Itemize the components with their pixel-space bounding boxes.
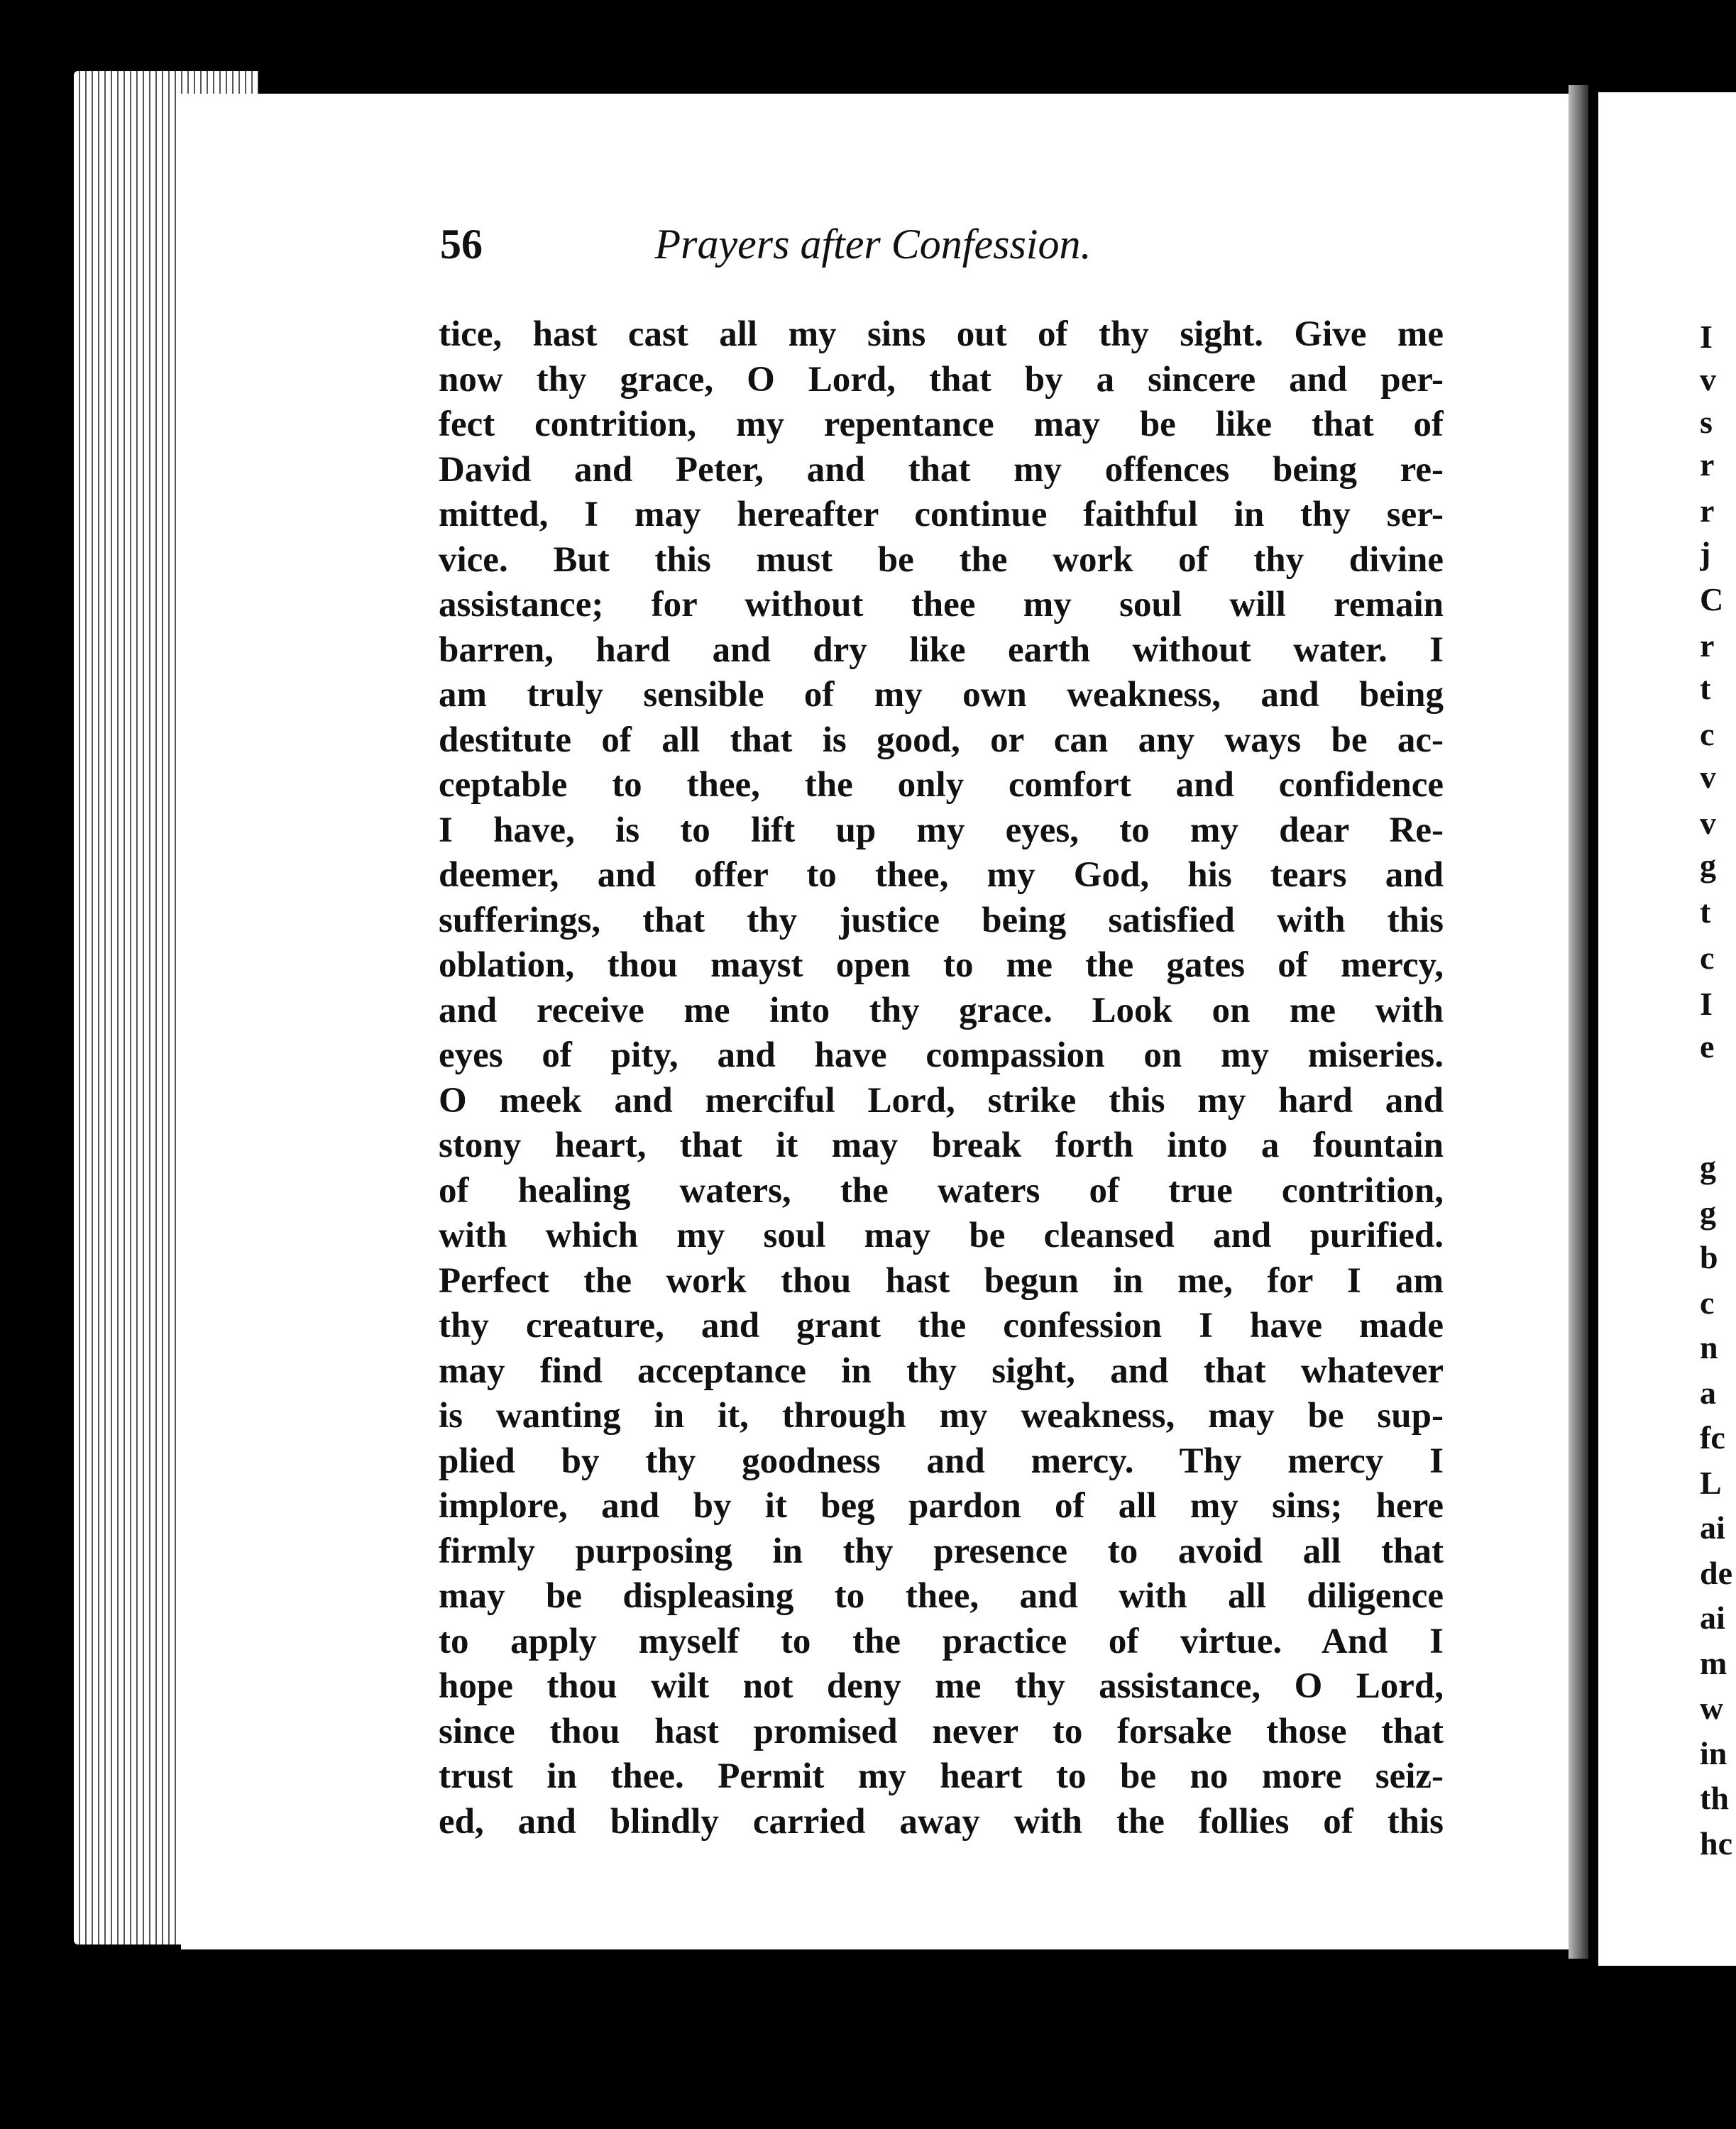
- facing-line-fragment: I: [1700, 319, 1713, 355]
- facing-line-fragment: e: [1700, 1028, 1715, 1064]
- text-line: firmly purposing in thy presence to avoid all that: [439, 1531, 1444, 1571]
- text-line: O meek and merciful Lord, strike this my hard and: [439, 1080, 1444, 1121]
- facing-line-fragment: g: [1700, 847, 1716, 884]
- text-line: hope thou wilt not deny me thy assistance, O Lord,: [439, 1666, 1444, 1706]
- text-line: ceptable to thee, the only comfort and confidence: [439, 765, 1444, 805]
- running-head: Prayers after Confession.: [654, 221, 1092, 268]
- facing-line-fragment: hc: [1700, 1825, 1732, 1861]
- facing-line-fragment: c: [1700, 940, 1715, 976]
- text-line: sufferings, that thy justice being satisfied with this: [439, 900, 1444, 940]
- facing-line-fragment: r: [1700, 446, 1715, 483]
- facing-line-fragment: t: [1700, 893, 1711, 930]
- text-line: deemer, and offer to thee, my God, his tears and: [439, 855, 1444, 895]
- text-line: Perfect the work thou hast begun in me, for I am: [439, 1260, 1444, 1301]
- text-line: and receive me into thy grace. Look on me with: [439, 990, 1444, 1030]
- text-line: fect contrition, my repentance may be like that of: [439, 405, 1444, 444]
- text-line: to apply myself to the practice of virtue. And I: [439, 1621, 1444, 1661]
- facing-line-fragment: n: [1700, 1329, 1718, 1365]
- text-line: thy creature, and grant the confession I have made: [439, 1306, 1444, 1346]
- facing-line-fragment: v: [1700, 759, 1716, 795]
- facing-line-fragment: th: [1700, 1780, 1729, 1816]
- facing-line-fragment: in: [1700, 1734, 1727, 1771]
- facing-line-fragment: m: [1700, 1644, 1727, 1681]
- text-line: with which my soul may be cleansed and purified.: [439, 1216, 1444, 1255]
- facing-line-fragment: c: [1700, 716, 1715, 752]
- facing-line-fragment: ai: [1700, 1509, 1725, 1546]
- text-line: may find acceptance in thy sight, and that whatever: [439, 1350, 1444, 1391]
- page-number: 56: [440, 221, 483, 268]
- facing-line-fragment: C: [1700, 581, 1724, 617]
- text-line: tice, hast cast all my sins out of thy sight. Give me: [439, 314, 1444, 354]
- text-line: vice. But this must be the work of thy divine: [439, 539, 1444, 580]
- text-line: may be displeasing to thee, and with all diligence: [439, 1576, 1444, 1616]
- facing-line-fragment: c: [1700, 1284, 1715, 1321]
- facing-line-fragment: r: [1700, 627, 1715, 664]
- text-line: implore, and by it beg pardon of all my sins; here: [439, 1486, 1444, 1526]
- facing-line-fragment: b: [1700, 1239, 1718, 1275]
- body-text: [439, 312, 1444, 1844]
- text-line: am truly sensible of my own weakness, and being: [439, 675, 1444, 715]
- text-line: stony heart, that it may break forth into a fountain: [439, 1126, 1444, 1165]
- book-gutter: [1588, 78, 1598, 1959]
- facing-line-fragment: ai: [1700, 1600, 1725, 1636]
- facing-line-fragment: de: [1700, 1554, 1732, 1591]
- text-line: ed, and blindly carried away with the follies of this: [439, 1801, 1444, 1842]
- text-line: oblation, thou mayst open to me the gates of mercy,: [439, 945, 1444, 985]
- facing-line-fragment: t: [1700, 670, 1711, 706]
- text-line: of healing waters, the waters of true contrition,: [439, 1170, 1444, 1211]
- text-line: trust in thee. Permit my heart to be no more seiz-: [439, 1756, 1444, 1796]
- facing-line-fragment: s: [1700, 404, 1713, 440]
- text-line: destitute of all that is good, or can any ways be ac-: [439, 720, 1444, 760]
- text-line: is wanting in it, through my weakness, may be sup-: [439, 1396, 1444, 1436]
- text-line: eyes of pity, and have compassion on my miseries.: [439, 1035, 1444, 1075]
- facing-line-fragment: r: [1700, 493, 1715, 529]
- facing-line-fragment: v: [1700, 805, 1716, 841]
- text-line: plied by thy goodness and mercy. Thy mercy I: [439, 1441, 1444, 1481]
- facing-line-fragment: g: [1700, 1194, 1716, 1231]
- facing-line-fragment: a: [1700, 1374, 1716, 1411]
- facing-line-fragment: g: [1700, 1149, 1716, 1185]
- page-header: [440, 220, 1178, 277]
- text-line: assistance; for without thee my soul will remain: [439, 585, 1444, 625]
- facing-line-fragment: I: [1700, 986, 1713, 1022]
- facing-line-fragment: v: [1700, 361, 1716, 397]
- facing-line-fragment: L: [1700, 1464, 1722, 1501]
- text-line: David and Peter, and that my offences being re-: [439, 449, 1444, 490]
- facing-line-fragment: w: [1700, 1690, 1724, 1726]
- text-line: mitted, I may hereafter continue faithful in thy ser-: [439, 495, 1444, 534]
- text-line: I have, is to lift up my eyes, to my dear Re-: [439, 810, 1444, 850]
- facing-line-fragment: fc: [1700, 1419, 1725, 1456]
- text-line: since thou hast promised never to forsake those that: [439, 1711, 1444, 1751]
- text-line: now thy grace, O Lord, that by a sincere and per-: [439, 359, 1444, 400]
- text-line: barren, hard and dry like earth without water. I: [439, 629, 1444, 670]
- facing-line-fragment: j: [1700, 535, 1711, 571]
